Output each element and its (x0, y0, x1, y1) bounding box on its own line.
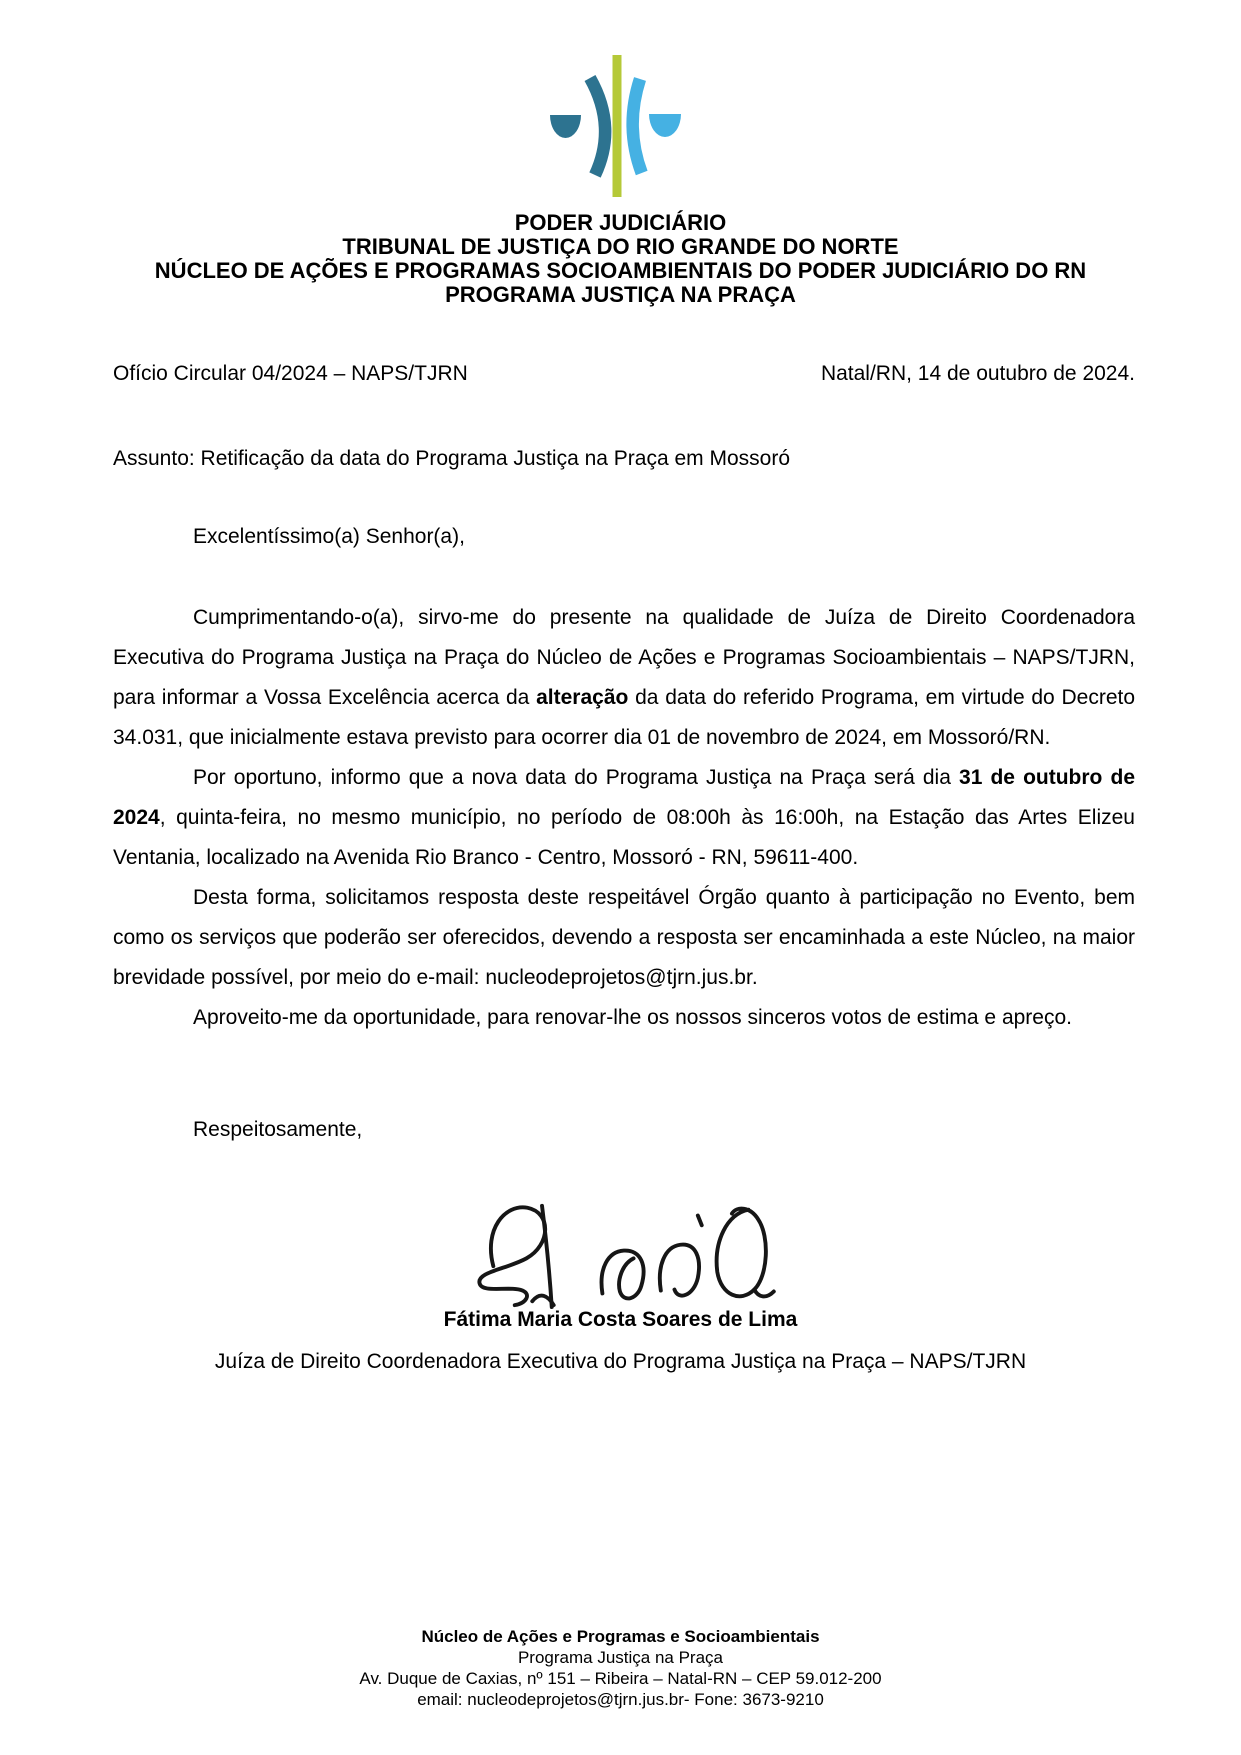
body-paragraph-3: Desta forma, solicitamos resposta deste respeitável Órgão quanto à participação no Evento, bem como os serviços que poderão ser oferecidos, devendo a resposta ser encaminhada a este Núcleo, na maior brevidade possível, por meio do e-mail: nucleodeprojetos@tjrn.jus.br. (113, 886, 1135, 989)
logo-right-pan (649, 114, 681, 137)
letterhead-line-4: PROGRAMA JUSTIÇA NA PRAÇA (445, 282, 796, 307)
salutation: Excelentíssimo(a) Senhor(a), (193, 525, 465, 548)
body-paragraph-2 (113, 758, 1135, 878)
paragraph-text: Cumprimentando-o(a), sirvo-me do presente na qualidade de Juíza de Direito Coordenadora Executiva do Programa Justiça na Praça do Núcleo de Ações e Programas Socioambientais – NAPS/TJRN, para informar a Vossa Excelência acerca da (113, 606, 1135, 709)
scales-of-justice-logo-icon (549, 50, 685, 200)
bold-emphasis: 31 de outubro de 2024 (113, 766, 1135, 829)
bold-emphasis: alteração (536, 686, 629, 709)
logo-left-arm (590, 78, 605, 175)
letterhead (0, 211, 1241, 307)
letterhead-line-2: TRIBUNAL DE JUSTIÇA DO RIO GRANDE DO NORTE (342, 234, 899, 259)
logo-right-arm (633, 79, 642, 173)
body-paragraph-1 (113, 598, 1135, 758)
reference-row (113, 362, 1135, 386)
handwritten-signature (452, 1198, 782, 1310)
letterhead-line-1: PODER JUDICIÁRIO (514, 210, 727, 235)
document-reference: Ofício Circular 04/2024 – NAPS/TJRN (113, 362, 468, 385)
body-paragraph-4: Aproveito-me da oportunidade, para renovar-lhe os nossos sinceros votos de estima e apreço. (193, 1006, 1072, 1029)
footer-org-name: Núcleo de Ações e Programas e Socioambientais (421, 1627, 820, 1646)
place-date: Natal/RN, 14 de outubro de 2024. (820, 362, 1135, 385)
letterhead-line-3: NÚCLEO DE AÇÕES E PROGRAMAS SOCIOAMBIENTAIS DO PODER JUDICIÁRIO DO RN (154, 258, 1087, 283)
letter-body (113, 598, 1135, 1038)
paragraph-text: Por oportuno, informo que a nova data do Programa Justiça na Praça será dia (193, 766, 960, 789)
logo-center-bar (613, 55, 622, 197)
signer-role: Juíza de Direito Coordenadora Executiva do Programa Justiça na Praça – NAPS/TJRN (214, 1350, 1027, 1373)
footer-contact: email: nucleodeprojetos@tjrn.jus.br- Fone: 3673-9210 (417, 1690, 824, 1709)
subject-line: Assunto: Retificação da data do Programa Justiça na Praça em Mossoró (113, 447, 791, 470)
paragraph-text: da data do referido Programa, em virtude do Decreto 34.031, que inicialmente estava previsto para ocorrer dia 01 de novembro de 2024, em Mossoró/RN. (113, 686, 1136, 749)
logo-left-pan (550, 115, 581, 138)
footer (0, 1626, 1241, 1710)
footer-program: Programa Justiça na Praça (517, 1648, 724, 1667)
signer-name: Fátima Maria Costa Soares de Lima (443, 1308, 798, 1331)
paragraph-text: , quinta-feira, no mesmo município, no período de 08:00h às 16:00h, na Estação das Artes Elizeu Ventania, localizado na Avenida Rio Branco - Centro, Mossoró - RN, 59611-400. (113, 806, 1135, 869)
footer-address: Av. Duque de Caxias, nº 151 – Ribeira – Natal-RN – CEP 59.012-200 (359, 1669, 882, 1688)
closing: Respeitosamente, (193, 1118, 363, 1141)
